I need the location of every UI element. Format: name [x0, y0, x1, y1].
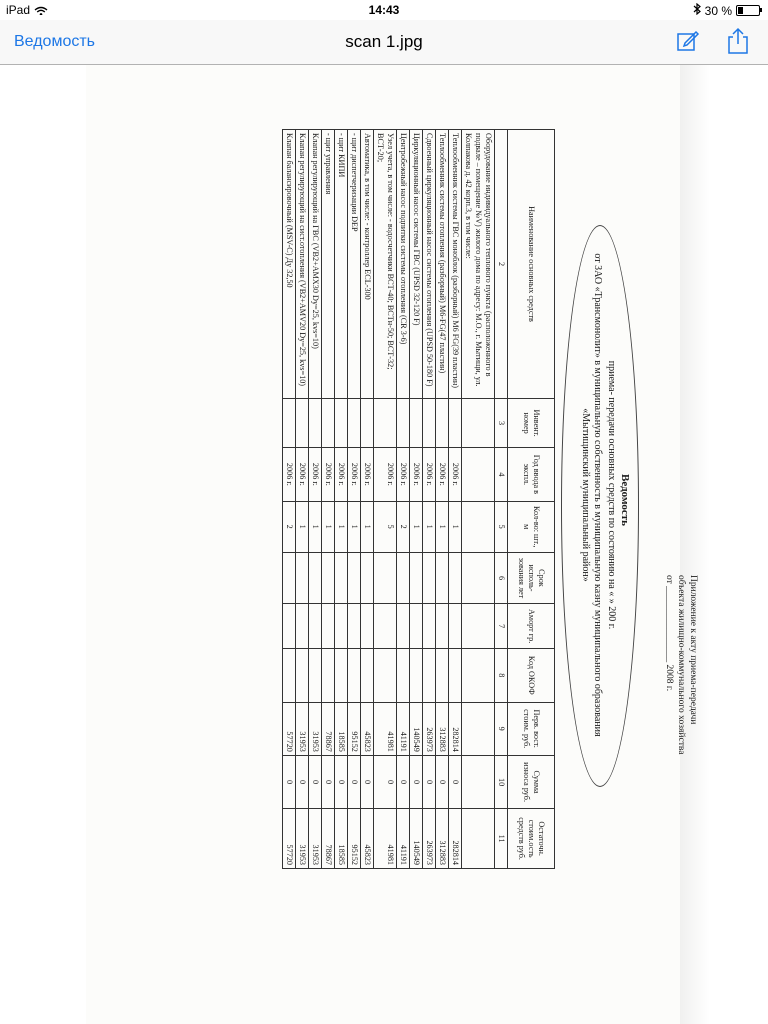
column-number: 11 — [495, 809, 508, 869]
table-row — [423, 130, 436, 869]
table-cell-initial: 18585 — [335, 702, 348, 755]
column-number: 10 — [495, 755, 508, 808]
table-cell-term — [462, 552, 495, 603]
table-cell-name: Сдвоенный циркуляционный насос системы отопления (UPSD 50-180 F) — [423, 130, 436, 399]
table-cell-initial: 140549 — [410, 702, 423, 755]
table-cell-wear: 0 — [374, 755, 397, 808]
table-cell-initial: 31953 — [309, 702, 322, 755]
table-cell-initial: 41191 — [397, 702, 410, 755]
table-cell-inv — [374, 399, 397, 448]
table-cell-residual: 18585 — [335, 809, 348, 869]
table-cell-residual: 263973 — [423, 809, 436, 869]
table-cell-name: Автоматика, в том числе: - контроллер ECL-300 — [361, 130, 374, 399]
table-cell-initial: 45823 — [361, 702, 374, 755]
table-cell-wear: 0 — [449, 755, 462, 808]
table-cell-okof — [322, 649, 335, 702]
table-cell-residual: 41191 — [397, 809, 410, 869]
table-cell-name: Клапан балансировочный (MSV-C) Ду 32,50 — [283, 130, 296, 399]
table-cell-name: Узел учета, в том числе: - водосчетчики ВСТ-40; ВСТн-50; ВСТ-32; ВСТ-20; — [374, 130, 397, 399]
table-header-row — [508, 130, 555, 869]
battery-percent: 30 % — [704, 3, 732, 18]
table-cell-wear: 0 — [296, 755, 309, 808]
table-cell-year: 2006 г. — [410, 448, 423, 501]
table-cell-qty: 1 — [322, 501, 335, 552]
table-row — [449, 130, 462, 869]
status-time: 14:43 — [368, 3, 400, 17]
column-number: 3 — [495, 399, 508, 448]
statement-subtitle: приема- передачи основных средств по состоянию на « » 200 г. — [606, 360, 617, 630]
table-row — [462, 130, 495, 869]
table-cell-name: Теплообменник системы ГВС моноблок (разборный) M6 FG(39 пластин) — [449, 130, 462, 399]
table-cell-term — [374, 552, 397, 603]
share-icon[interactable] — [726, 27, 750, 55]
table-cell-amort — [361, 604, 374, 649]
table-cell-qty: 1 — [449, 501, 462, 552]
table-cell-term — [309, 552, 322, 603]
table-cell-inv — [423, 399, 436, 448]
table-cell-term — [397, 552, 410, 603]
document-title: scan 1.jpg — [345, 32, 423, 51]
table-cell-inv — [410, 399, 423, 448]
column-header: Инвент. номер — [508, 399, 555, 448]
table-cell-wear — [462, 755, 495, 808]
table-cell-residual — [462, 809, 495, 869]
table-cell-qty: 1 — [423, 501, 436, 552]
column-header: Кол-во: шт., м — [508, 501, 555, 552]
table-cell-inv — [449, 399, 462, 448]
table-cell-name: - щит диспетчеризации DEP — [348, 130, 361, 399]
annex-note — [663, 575, 699, 875]
table-cell-okof — [449, 649, 462, 702]
table-cell-inv — [348, 399, 361, 448]
annex-line: Приложение к акту приема-передачи — [688, 575, 698, 725]
back-button[interactable]: Ведомость — [14, 33, 96, 50]
annex-line: объекта жилищно-коммунального хозяйства — [676, 575, 686, 755]
table-cell-okof — [361, 649, 374, 702]
statement-title: Ведомость — [619, 474, 631, 526]
table-cell-qty — [462, 501, 495, 552]
table-cell-term — [449, 552, 462, 603]
table-cell-qty: 1 — [309, 501, 322, 552]
table-cell-wear: 0 — [309, 755, 322, 808]
table-cell-qty: 1 — [296, 501, 309, 552]
status-right — [693, 3, 760, 18]
table-cell-initial: 312883 — [436, 702, 449, 755]
table-cell-qty: 1 — [348, 501, 361, 552]
table-cell-amort — [462, 604, 495, 649]
table-cell-okof — [423, 649, 436, 702]
table-cell-qty: 2 — [283, 501, 296, 552]
table-cell-amort — [335, 604, 348, 649]
table-cell-inv — [296, 399, 309, 448]
table-cell-okof — [436, 649, 449, 702]
table-cell-year: 2006 г. — [348, 448, 361, 501]
table-cell-term — [361, 552, 374, 603]
assets-table-body — [283, 130, 495, 869]
table-cell-term — [296, 552, 309, 603]
table-cell-residual: 78867 — [322, 809, 335, 869]
table-cell-name: Клапан регулирующий на сист.отопления (VB2+AMV20 Dy=25, kvs=10) — [296, 130, 309, 399]
column-number: 2 — [495, 130, 508, 399]
column-number: 6 — [495, 552, 508, 603]
table-row — [374, 130, 397, 869]
table-cell-term — [283, 552, 296, 603]
compose-icon[interactable] — [676, 29, 700, 53]
table-cell-residual: 312883 — [436, 809, 449, 869]
table-cell-okof — [397, 649, 410, 702]
table-cell-amort — [309, 604, 322, 649]
table-cell-term — [423, 552, 436, 603]
table-cell-inv — [397, 399, 410, 448]
table-cell-term — [436, 552, 449, 603]
table-cell-year: 2006 г. — [335, 448, 348, 501]
column-header: Наименование основных средств — [508, 130, 555, 399]
table-row — [296, 130, 309, 869]
table-row — [410, 130, 423, 869]
column-number: 9 — [495, 702, 508, 755]
table-cell-inv — [361, 399, 374, 448]
table-cell-wear: 0 — [436, 755, 449, 808]
table-cell-name: Клапан регулирующий на ГВС (VB2+AMX30 Dy=25, kvs=10) — [309, 130, 322, 399]
table-row — [283, 130, 296, 869]
table-cell-name: - щит КИПИ — [335, 130, 348, 399]
table-cell-wear: 0 — [348, 755, 361, 808]
column-header: Год ввода в экспл. — [508, 448, 555, 501]
statement-subtitle: «Мытищинский муниципальный район» — [580, 408, 591, 582]
table-cell-wear: 0 — [361, 755, 374, 808]
table-cell-initial: 263973 — [423, 702, 436, 755]
device-label: iPad — [6, 3, 31, 17]
table-cell-year: 2006 г. — [449, 448, 462, 501]
table-row — [436, 130, 449, 869]
table-cell-amort — [410, 604, 423, 649]
table-cell-name: Центробежный насос подпитки системы отопления (CR 3-6) — [397, 130, 410, 399]
table-cell-wear: 0 — [283, 755, 296, 808]
column-number: 5 — [495, 501, 508, 552]
table-cell-name: Циркуляционный насос системы ГВС (UPSD 32-120 F) — [410, 130, 423, 399]
table-cell-name: Оборудование индивидуального теплового пункта (расположенного в подвале – помещение №V) жилого дома по адресу: М.О., г. Мытищи, ул. Колпакова д. 42 корп.3, в том числе: — [462, 130, 495, 399]
table-cell-residual: 31953 — [296, 809, 309, 869]
table-cell-amort — [397, 604, 410, 649]
column-number-row — [495, 130, 508, 869]
table-cell-qty: 1 — [436, 501, 449, 552]
table-cell-year: 2006 г. — [374, 448, 397, 501]
table-cell-residual: 95152 — [348, 809, 361, 869]
table-cell-amort — [296, 604, 309, 649]
table-cell-qty: 2 — [397, 501, 410, 552]
table-cell-initial: 78867 — [322, 702, 335, 755]
column-header: Сумма износа руб. — [508, 755, 555, 808]
column-header: Код ОКОФ — [508, 649, 555, 702]
table-cell-okof — [348, 649, 361, 702]
table-cell-okof — [374, 649, 397, 702]
table-cell-initial: 41981 — [374, 702, 397, 755]
table-cell-term — [335, 552, 348, 603]
table-cell-residual: 45823 — [361, 809, 374, 869]
table-cell-qty: 1 — [361, 501, 374, 552]
table-cell-qty: 5 — [374, 501, 397, 552]
table-cell-amort — [322, 604, 335, 649]
rotated-document — [113, 105, 703, 895]
table-cell-initial: 31953 — [296, 702, 309, 755]
table-cell-okof — [335, 649, 348, 702]
table-cell-residual: 140549 — [410, 809, 423, 869]
table-cell-amort — [436, 604, 449, 649]
column-number: 7 — [495, 604, 508, 649]
table-cell-amort — [374, 604, 397, 649]
table-cell-name: Теплообменник системы отопления (разборный) M6-FG(47 пластин) — [436, 130, 449, 399]
table-cell-wear: 0 — [335, 755, 348, 808]
table-cell-residual: 41981 — [374, 809, 397, 869]
table-cell-okof — [410, 649, 423, 702]
table-row — [361, 130, 374, 869]
table-cell-inv — [335, 399, 348, 448]
bluetooth-icon — [693, 3, 701, 18]
column-number: 4 — [495, 448, 508, 501]
table-cell-residual: 57720 — [283, 809, 296, 869]
table-cell-year: 2006 г. — [309, 448, 322, 501]
table-cell-okof — [296, 649, 309, 702]
table-cell-year: 2006 г. — [436, 448, 449, 501]
table-cell-wear: 0 — [423, 755, 436, 808]
table-cell-inv — [436, 399, 449, 448]
table-cell-wear: 0 — [397, 755, 410, 808]
table-cell-initial — [462, 702, 495, 755]
statement-subtitle: от ЗАО «Трансмонолит» в муниципальную собственность в муниципальную казну муниципального образования — [592, 253, 603, 737]
column-header: Аморт гр. — [508, 604, 555, 649]
column-number: 8 — [495, 649, 508, 702]
table-cell-amort — [283, 604, 296, 649]
table-cell-year — [462, 448, 495, 501]
table-cell-okof — [283, 649, 296, 702]
table-cell-qty: 1 — [335, 501, 348, 552]
table-row — [335, 130, 348, 869]
table-cell-year: 2006 г. — [361, 448, 374, 501]
table-cell-term — [322, 552, 335, 603]
table-cell-inv — [462, 399, 495, 448]
table-row — [309, 130, 322, 869]
table-cell-inv — [283, 399, 296, 448]
battery-icon — [736, 5, 760, 16]
table-cell-year: 2006 г. — [296, 448, 309, 501]
table-cell-inv — [322, 399, 335, 448]
table-cell-initial: 95152 — [348, 702, 361, 755]
assets-table — [282, 129, 555, 869]
annex-line: от ________________ 2008 г. — [664, 575, 674, 692]
table-cell-okof — [462, 649, 495, 702]
table-cell-wear: 0 — [410, 755, 423, 808]
column-header: Остаточн. стоим.ость средств руб. — [508, 809, 555, 869]
table-cell-inv — [309, 399, 322, 448]
image-viewer[interactable] — [0, 65, 768, 1024]
table-cell-amort — [449, 604, 462, 649]
table-cell-amort — [348, 604, 361, 649]
table-cell-term — [348, 552, 361, 603]
table-row — [397, 130, 410, 869]
column-header: Перв. вост. стоим. руб. — [508, 702, 555, 755]
table-cell-qty: 1 — [410, 501, 423, 552]
table-cell-residual: 31953 — [309, 809, 322, 869]
table-cell-residual: 282814 — [449, 809, 462, 869]
table-cell-wear: 0 — [322, 755, 335, 808]
table-cell-year: 2006 г. — [283, 448, 296, 501]
table-cell-okof — [309, 649, 322, 702]
table-cell-year: 2006 г. — [397, 448, 410, 501]
table-cell-initial: 282814 — [449, 702, 462, 755]
table-cell-term — [410, 552, 423, 603]
table-cell-name: - щит управления — [322, 130, 335, 399]
table-cell-amort — [423, 604, 436, 649]
table-cell-year: 2006 г. — [322, 448, 335, 501]
table-cell-year: 2006 г. — [423, 448, 436, 501]
table-row — [322, 130, 335, 869]
navigation-bar — [0, 20, 768, 65]
status-bar — [0, 0, 768, 20]
column-header: Срок исполь- зования лет — [508, 552, 555, 603]
table-row — [348, 130, 361, 869]
table-cell-initial: 57720 — [283, 702, 296, 755]
